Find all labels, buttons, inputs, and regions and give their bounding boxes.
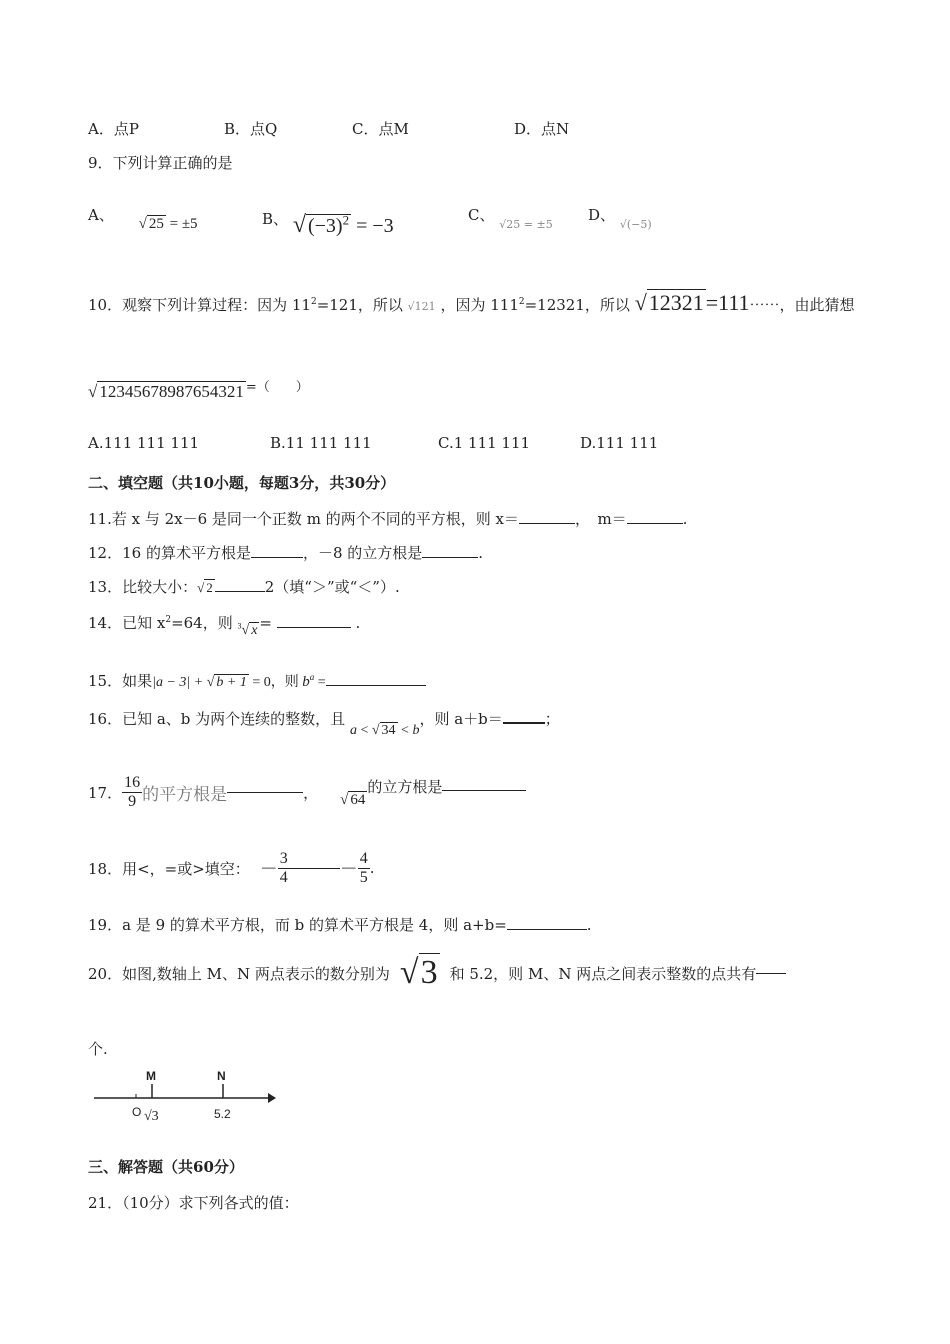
q10-option-a: A.111 111 111 (88, 434, 200, 452)
q10-text-5: ⋯⋯，由此猜想 (749, 296, 855, 314)
q12-text-2: ，－8 的立方根是 (302, 544, 423, 562)
q16-b: b (412, 723, 420, 738)
q9-stem: 9．下列计算正确的是 (88, 154, 233, 172)
q17-blank-2[interactable] (442, 790, 526, 791)
q13-text-1: 13．比较大小： (88, 578, 198, 596)
q15-base: b (302, 674, 310, 690)
q10-option-d: D.111 111 (580, 434, 659, 452)
q16-lt-1: < (356, 723, 372, 738)
q11 (88, 508, 687, 529)
q9-a-label: A、 (88, 206, 114, 224)
q10-text-4: =12321，所以 (524, 296, 630, 314)
q8-option-d: D．点N (514, 120, 570, 138)
q15-blank[interactable] (326, 685, 426, 686)
q15-expr-1: |a − 3| + (152, 675, 207, 690)
q13: 13．比较大小：√ 2 2（填“＞”或“＜”）. (88, 578, 400, 596)
q16-radicand: 34 (381, 723, 396, 738)
label-n-value: 5.2 (214, 1107, 231, 1121)
q18-den-2: 5 (359, 868, 368, 886)
q16-text-1: 16．已知 a、b 为两个连续的整数，且 (88, 710, 346, 728)
q9-c-expr: √25 = ±5 (499, 218, 553, 231)
q16-a: a (349, 723, 357, 738)
q17: 17． $\frac{16}{9}$ 的平方根是 ， √ 64 的立方根是 (88, 774, 526, 810)
section3-heading: 三、解答题（共60分） (88, 1158, 244, 1176)
q9-option-c (468, 204, 553, 231)
q13-blank[interactable] (215, 591, 265, 592)
q14-text-1: 14．已知 x (88, 614, 166, 632)
q18 (88, 850, 375, 886)
q20-blank[interactable] (756, 973, 786, 974)
q17-text-2: ， (303, 783, 319, 802)
q18-num-2: 4 (359, 850, 368, 867)
q9-option-a: A、 √ 25 = ±5 (88, 206, 198, 232)
q10-text-3: ，因为 111 (440, 296, 519, 314)
q17-fraction (122, 774, 142, 810)
q9-option-d (588, 204, 652, 231)
q14-text-4: . (355, 614, 361, 632)
q15-text-1: 15．如果 (88, 672, 153, 690)
q9-a-rhs: = ±5 (165, 216, 198, 232)
q14-radicand: x (251, 623, 258, 638)
q10-big-rhs: =111 (705, 290, 750, 315)
q9-b-label: B、 (262, 210, 289, 228)
q9-a-radicand: 25 (148, 216, 164, 232)
q10-line: 10．观察下列计算过程：因为 $11^2=121$，所以 √121 ，因为 $111^2=12321$，所以 √12321=111⋯⋯，由此猜想 (88, 290, 855, 315)
label-m: M (146, 1069, 156, 1083)
q14-root-index: 3 (237, 621, 242, 631)
q17-num: 16 (124, 774, 141, 791)
q14-blank[interactable] (277, 627, 351, 628)
q8-option-b: B．点Q (224, 120, 278, 138)
q16-lt-2: < (397, 723, 413, 738)
q18-fraction-1 (278, 850, 290, 886)
q10-option-b: B.11 111 111 (270, 434, 372, 452)
q20-text-2: 和 5.2，则 M、N 两点之间表示整数的点共有 (449, 964, 757, 983)
q18-text-1: 18．用<，=或>填空： (88, 859, 250, 878)
q18-minus-2: － (339, 859, 358, 881)
q17-label: 17． (88, 783, 123, 802)
q16-text-2: ，则 a＋b＝ (419, 710, 503, 728)
q15-expr-2: = 0，则 (248, 675, 303, 690)
q20-text-1: 20．如图,数轴上 M、N 两点表示的数分别为 (88, 964, 390, 983)
q8-option-a: A．点P (88, 120, 139, 138)
q19 (88, 914, 592, 935)
q9-c-label: C、 (468, 206, 495, 224)
q15-radicand: b + 1 (216, 675, 247, 690)
q15-exponent: a (309, 672, 315, 682)
q10-guess: √ 12345678987654321 =（ ） (88, 380, 309, 401)
q12-text-3: . (478, 544, 484, 562)
q11-text-3: . (682, 510, 688, 528)
q21: 21．（10分）求下列各式的值： (88, 1194, 299, 1212)
q18-end: . (369, 859, 375, 878)
q12-text-1: 12．16 的算术平方根是 (88, 544, 251, 562)
q18-den-1: 4 (279, 868, 288, 886)
q10-small-root: √121 (407, 300, 436, 313)
q18-minus-1: － (259, 859, 278, 881)
q11-text-1: 11.若 x 与 2x－6 是同一个正数 m 的两个不同的平方根，则 x＝ (88, 510, 519, 528)
q9-option-b: B、 √ $(-3)^2 = -3$ (262, 210, 394, 238)
label-sqrt3: √3 (144, 1109, 159, 1124)
q11-blank-x[interactable] (519, 523, 575, 524)
q9-b-rhs: = −3 (351, 215, 394, 237)
q9-b-exp: 2 (342, 212, 350, 228)
q10-sup-2: 2 (518, 297, 525, 307)
q12 (88, 542, 483, 563)
q10-text-2: =121，所以 (316, 296, 403, 314)
q14-sup: 2 (165, 615, 172, 625)
q14-text-2: =64，则 (171, 614, 233, 632)
number-line-arrow-icon (268, 1093, 276, 1103)
section2-heading: 二、填空题（共10小题，每题3分，共30分） (88, 474, 396, 492)
q17-text-3: 的立方根是 (367, 777, 443, 796)
q10-option-c: C.1 111 111 (438, 434, 531, 452)
q10-sup-1: 2 (310, 297, 317, 307)
q17-den: 9 (128, 792, 137, 810)
q18-fraction-2 (358, 850, 370, 886)
q16: 16．已知 a、b 为两个连续的整数，且 a < √ 34 < b，则 a＋b＝ ； (88, 710, 560, 738)
q17-blank-1[interactable] (227, 792, 303, 793)
q9-b-radicand: (−3) (307, 215, 343, 237)
q20: 20．如图,数轴上 M、N 两点表示的数分别为 √3 和 5.2，则 M、N 两点之间表示整数的点共有 (88, 954, 786, 992)
q14-text-3: = (259, 614, 272, 632)
q15: 15．如果|a − 3| + √ b + 1 = 0，则 $b^a$ = (88, 670, 426, 691)
label-origin: O (132, 1105, 142, 1119)
q18-blank[interactable] (290, 868, 340, 869)
q10-text-1: 10．观察下列计算过程：因为 11 (88, 296, 311, 314)
q9-d-expr: √(−5) (619, 218, 652, 231)
q13-text-2: 2（填“＞”或“＜”）. (264, 578, 400, 596)
q13-radicand: 2 (206, 580, 213, 595)
q11-text-2: ， m＝ (574, 510, 627, 528)
q18-num-1: 3 (279, 850, 288, 867)
q8-option-c: C．点M (352, 120, 409, 138)
number-line-figure (90, 1066, 280, 1130)
q17-radicand: 64 (350, 791, 366, 808)
q11-blank-m[interactable] (627, 523, 683, 524)
q19-blank[interactable] (507, 929, 587, 930)
q15-expr-3: = (314, 675, 326, 690)
q17-text-1: 的平方根是 (142, 784, 228, 805)
q14: 14．已知 $x^2=64$，则 $^3$√ x = . (88, 614, 361, 638)
q20-radicand: 3 (420, 954, 438, 991)
q19-text-2: . (586, 916, 592, 934)
q16-blank[interactable] (503, 722, 545, 724)
q10-big-radicand: 12321 (648, 290, 704, 315)
q9-d-label: D、 (588, 206, 616, 224)
q16-text-3: ； (544, 710, 560, 728)
q19-text-1: 19．a 是 9 的算术平方根，而 b 的算术平方根是 4，则 a+b= (88, 916, 507, 934)
q20-tail: 个. (88, 1040, 108, 1058)
q12-blank-2[interactable] (422, 557, 478, 558)
q12-blank-1[interactable] (251, 557, 303, 558)
q10-equals-paren: =（ ） (245, 380, 309, 395)
label-n: N (217, 1069, 226, 1083)
q10-guess-radicand: 12345678987654321 (99, 382, 244, 401)
